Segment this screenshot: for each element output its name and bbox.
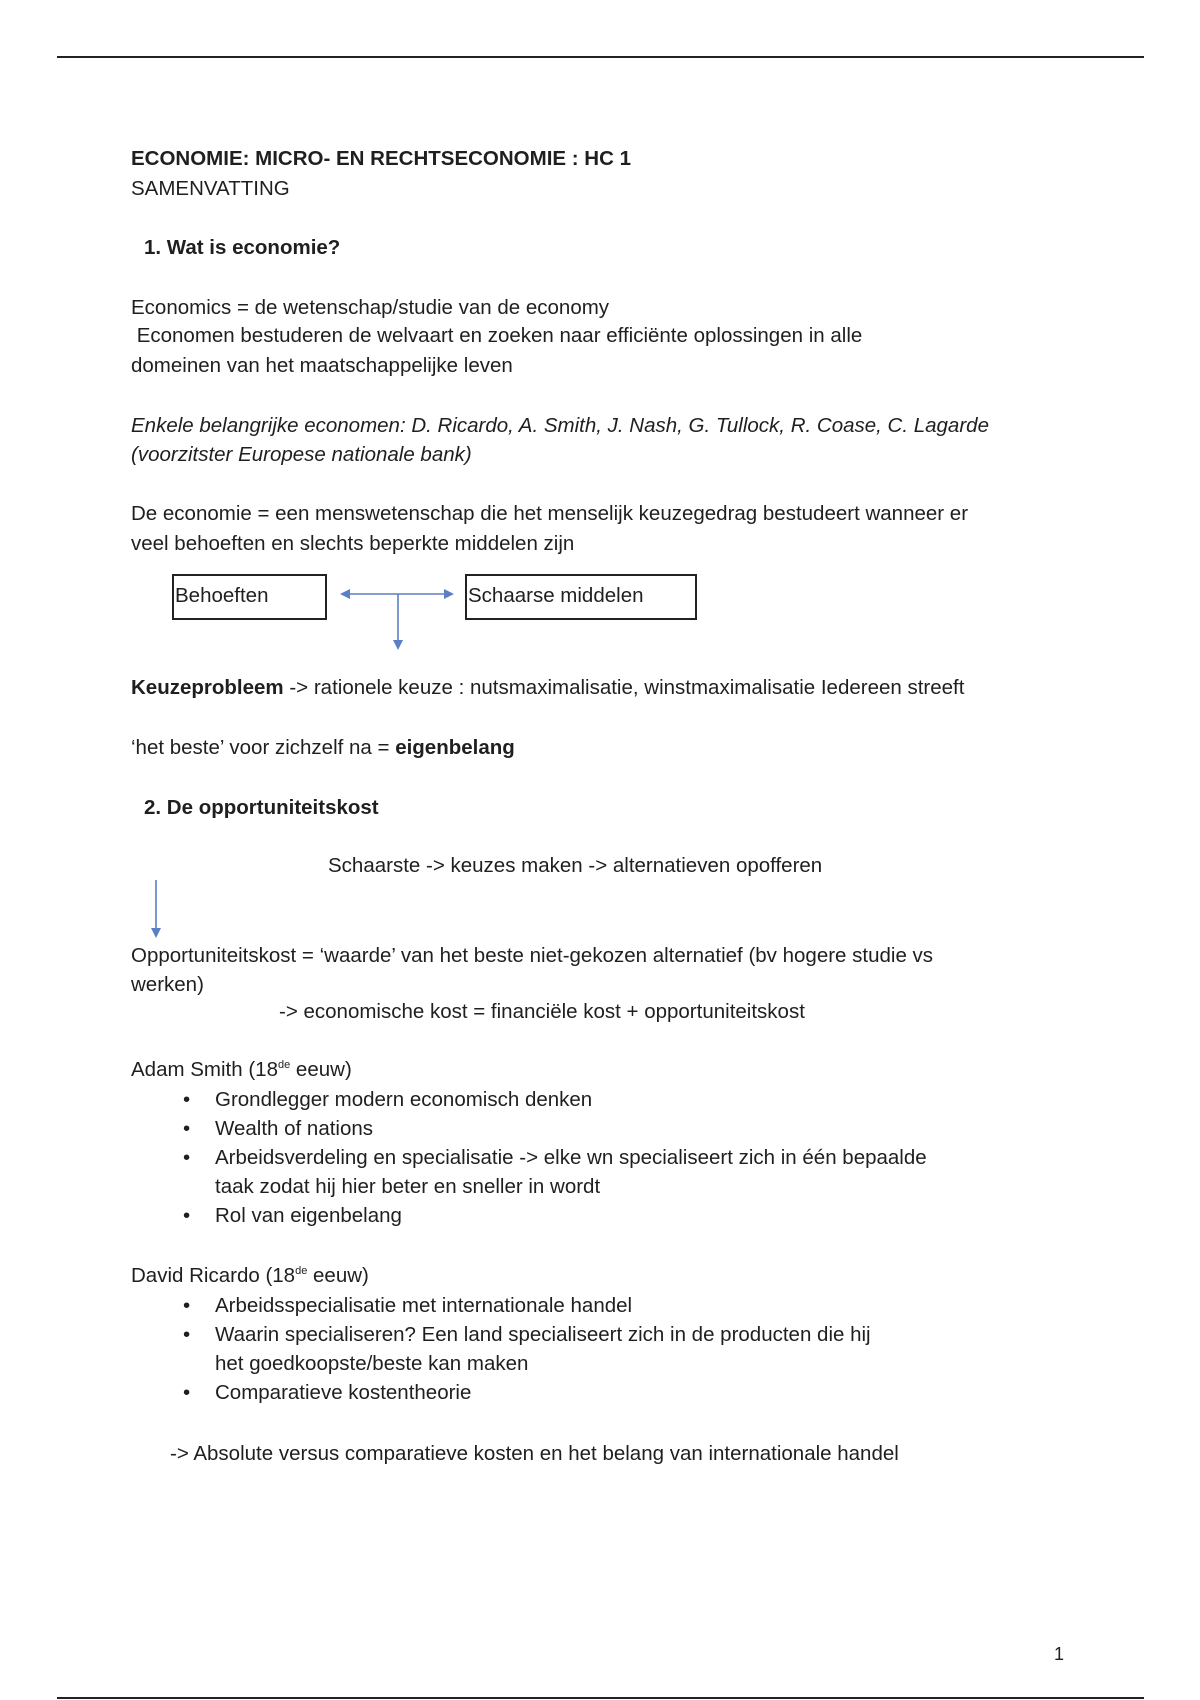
list-item: • Rol van eigenbelang: [183, 1201, 927, 1230]
header-rule: [57, 56, 1144, 58]
economy-definition-cont: veel behoeften en slechts beperkte middelen zijn: [131, 532, 575, 555]
section-2-heading: 2. De opportuniteitskost: [144, 796, 379, 819]
economics-description-cont: domeinen van het maatschappelijke leven: [131, 354, 513, 377]
box-schaarse-middelen: Schaarse middelen: [465, 574, 697, 620]
doc-title: ECONOMIE: MICRO- EN RECHTSECONOMIE : HC 1: [131, 147, 631, 170]
box-behoeften: Behoeften: [172, 574, 327, 620]
david-ricardo-heading: David Ricardo (18de eeuw): [131, 1264, 369, 1287]
needs-means-arrow-diagram: [330, 580, 470, 652]
adam-smith-list: [183, 1085, 927, 1230]
eigenbelang-line: ‘het beste’ voor zichzelf na = eigenbelang: [131, 736, 515, 759]
footer-rule: [57, 1697, 1144, 1699]
arrow-head-right: [444, 589, 454, 599]
economy-definition: De economie = een menswetenschap die het menselijk keuzegedrag bestudeert wanneer er: [131, 502, 969, 525]
list-item: • Arbeidsspecialisatie met internationale handel: [183, 1291, 871, 1320]
opportunity-cost-definition-cont: werken): [131, 973, 204, 996]
doc-subtitle: SAMENVATTING: [131, 177, 290, 200]
david-ricardo-list: [183, 1291, 871, 1407]
opportunity-down-arrow: [148, 878, 164, 940]
list-item: • Arbeidsverdeling en specialisatie -> elke wn specialiseert zich in één bepaalde taak zodat hij hier beter en sneller in wordt: [183, 1143, 927, 1201]
adam-smith-heading: Adam Smith (18de eeuw): [131, 1058, 352, 1081]
economic-cost-formula: -> economische kost = financiële kost + opportuniteitskost: [279, 1000, 805, 1023]
economists-list: Enkele belangrijke economen: D. Ricardo, A. Smith, J. Nash, G. Tullock, R. Coase, C. Lagarde: [131, 414, 989, 437]
keuzeprobleem-line: Keuzeprobleem -> rationele keuze : nutsmaximalisatie, winstmaximalisatie Iedereen streeft: [131, 676, 965, 699]
list-item: • Waarin specialiseren? Een land specialiseert zich in de producten die hij het goedkoopste/beste kan maken: [183, 1320, 871, 1378]
schaarste-line: Schaarste -> keuzes maken -> alternatieven opofferen: [328, 854, 823, 877]
conclusion-line: -> Absolute versus comparatieve kosten en het belang van internationale handel: [170, 1442, 899, 1465]
economics-description: Economen bestuderen de welvaart en zoeken naar efficiënte oplossingen in alle: [131, 324, 863, 347]
down-arrow-head: [151, 928, 161, 938]
list-item: • Grondlegger modern economisch denken: [183, 1085, 927, 1114]
arrow-head-down: [393, 640, 403, 650]
list-item: • Wealth of nations: [183, 1114, 927, 1143]
list-item: • Comparatieve kostentheorie: [183, 1378, 871, 1407]
economics-definition: Economics = de wetenschap/studie van de economy: [131, 296, 610, 319]
page-number: 1: [1054, 1644, 1065, 1664]
section-1-heading: 1. Wat is economie?: [144, 236, 341, 259]
opportunity-cost-definition: Opportuniteitskost = ‘waarde’ van het beste niet-gekozen alternatief (bv hogere studie vs: [131, 944, 934, 967]
economists-list-cont: (voorzitster Europese nationale bank): [131, 443, 472, 466]
arrow-head-left: [340, 589, 350, 599]
